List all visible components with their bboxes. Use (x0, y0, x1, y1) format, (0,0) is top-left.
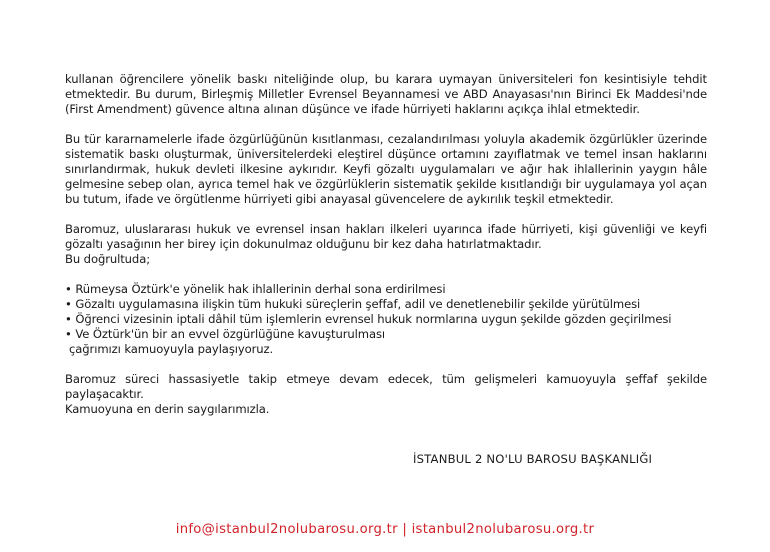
signature: İSTANBUL 2 NO'LU BAROSU BAŞKANLIĞI (413, 452, 653, 466)
email-link[interactable]: info@istanbul2nolubarosu.org.tr (175, 522, 398, 537)
paragraph-4 (65, 372, 707, 417)
demands-list (65, 282, 707, 357)
footer (0, 522, 770, 537)
paragraph-3 (65, 222, 707, 267)
list-item: • Gözaltı uygulamasına ilişkin tüm hukuki süreçlerin şeffaf, adil ve denetlenebilir şekilde yürütülmesi (65, 297, 641, 311)
list-item: • Öğrenci vizesinin iptali dâhil tüm işlemlerin evrensel hukuk normlarına uygun şekilde gözden geçirilmesi (65, 312, 672, 326)
paragraph-2: Bu tür kararnamelerle ifade özgürlüğünün kısıtlanması, cezalandırılması yoluyla akademik özgürlükler üzerinde sistematik baskı oluşturmak, üniversitelerdeki eleştirel düşünce ortamını zayıflatmak ve temel insan haklarını sınırlandırmak, hukuk devleti ilkesine aykırıdır. Keyfi gözaltı uygulamaları ve ağır hak ihlallerinin yaygın hâle gelmesine sebep olan, ayrıca temel hak ve özgürlüklerin sistematik şekilde kısıtlandığı bir uygulamaya yol açan bu tutum, ifade ve örgütlenme hürriyeti gibi anayasal güvencelere de aykırılık teşkil etmektedir. (65, 132, 707, 206)
closing-salutation: Kamuoyuna en derin saygılarımızla. (65, 402, 270, 416)
paragraph-3-tail: Bu doğrultuda; (65, 252, 150, 266)
list-item: • Ve Öztürk'ün bir an evvel özgürlüğüne kavuşturulması (65, 327, 386, 341)
list-item-closing: çağrımızı kamuoyuyla paylaşıyoruz. (69, 342, 274, 356)
paragraph-3-text: Baromuz, uluslararası hukuk ve evrensel insan hakları ilkeleri uyarınca ifade hürriyeti, kişi güvenliği ve keyfi gözaltı yasağının her birey için dokunulmaz olduğunu bir kez daha hatırlatmaktadır. (65, 222, 707, 251)
document-body (65, 72, 707, 432)
paragraph-1: kullanan öğrencilere yönelik baskı niteliğinde olup, bu karara uymayan üniversiteleri fon kesintisiyle tehdit etmektedir. Bu durum, Birleşmiş Milletler Evrensel Beyannamesi ve ABD Anayasası'nın Birinci Ek Maddesi'nde (First Amendment) güvence altına alınan düşünce ve ifade hürriyeti haklarını açıkça ihlal etmektedir. (65, 72, 707, 116)
footer-separator: | (402, 522, 408, 537)
list-item: • Rümeysa Öztürk'e yönelik hak ihlallerinin derhal sona erdirilmesi (65, 282, 446, 296)
website-link[interactable]: istanbul2nolubarosu.org.tr (411, 522, 595, 537)
paragraph-4-text: Baromuz süreci hassasiyetle takip etmeye devam edecek, tüm gelişmeleri kamuoyuyla şeffaf şekilde paylaşacaktır. (65, 372, 707, 401)
